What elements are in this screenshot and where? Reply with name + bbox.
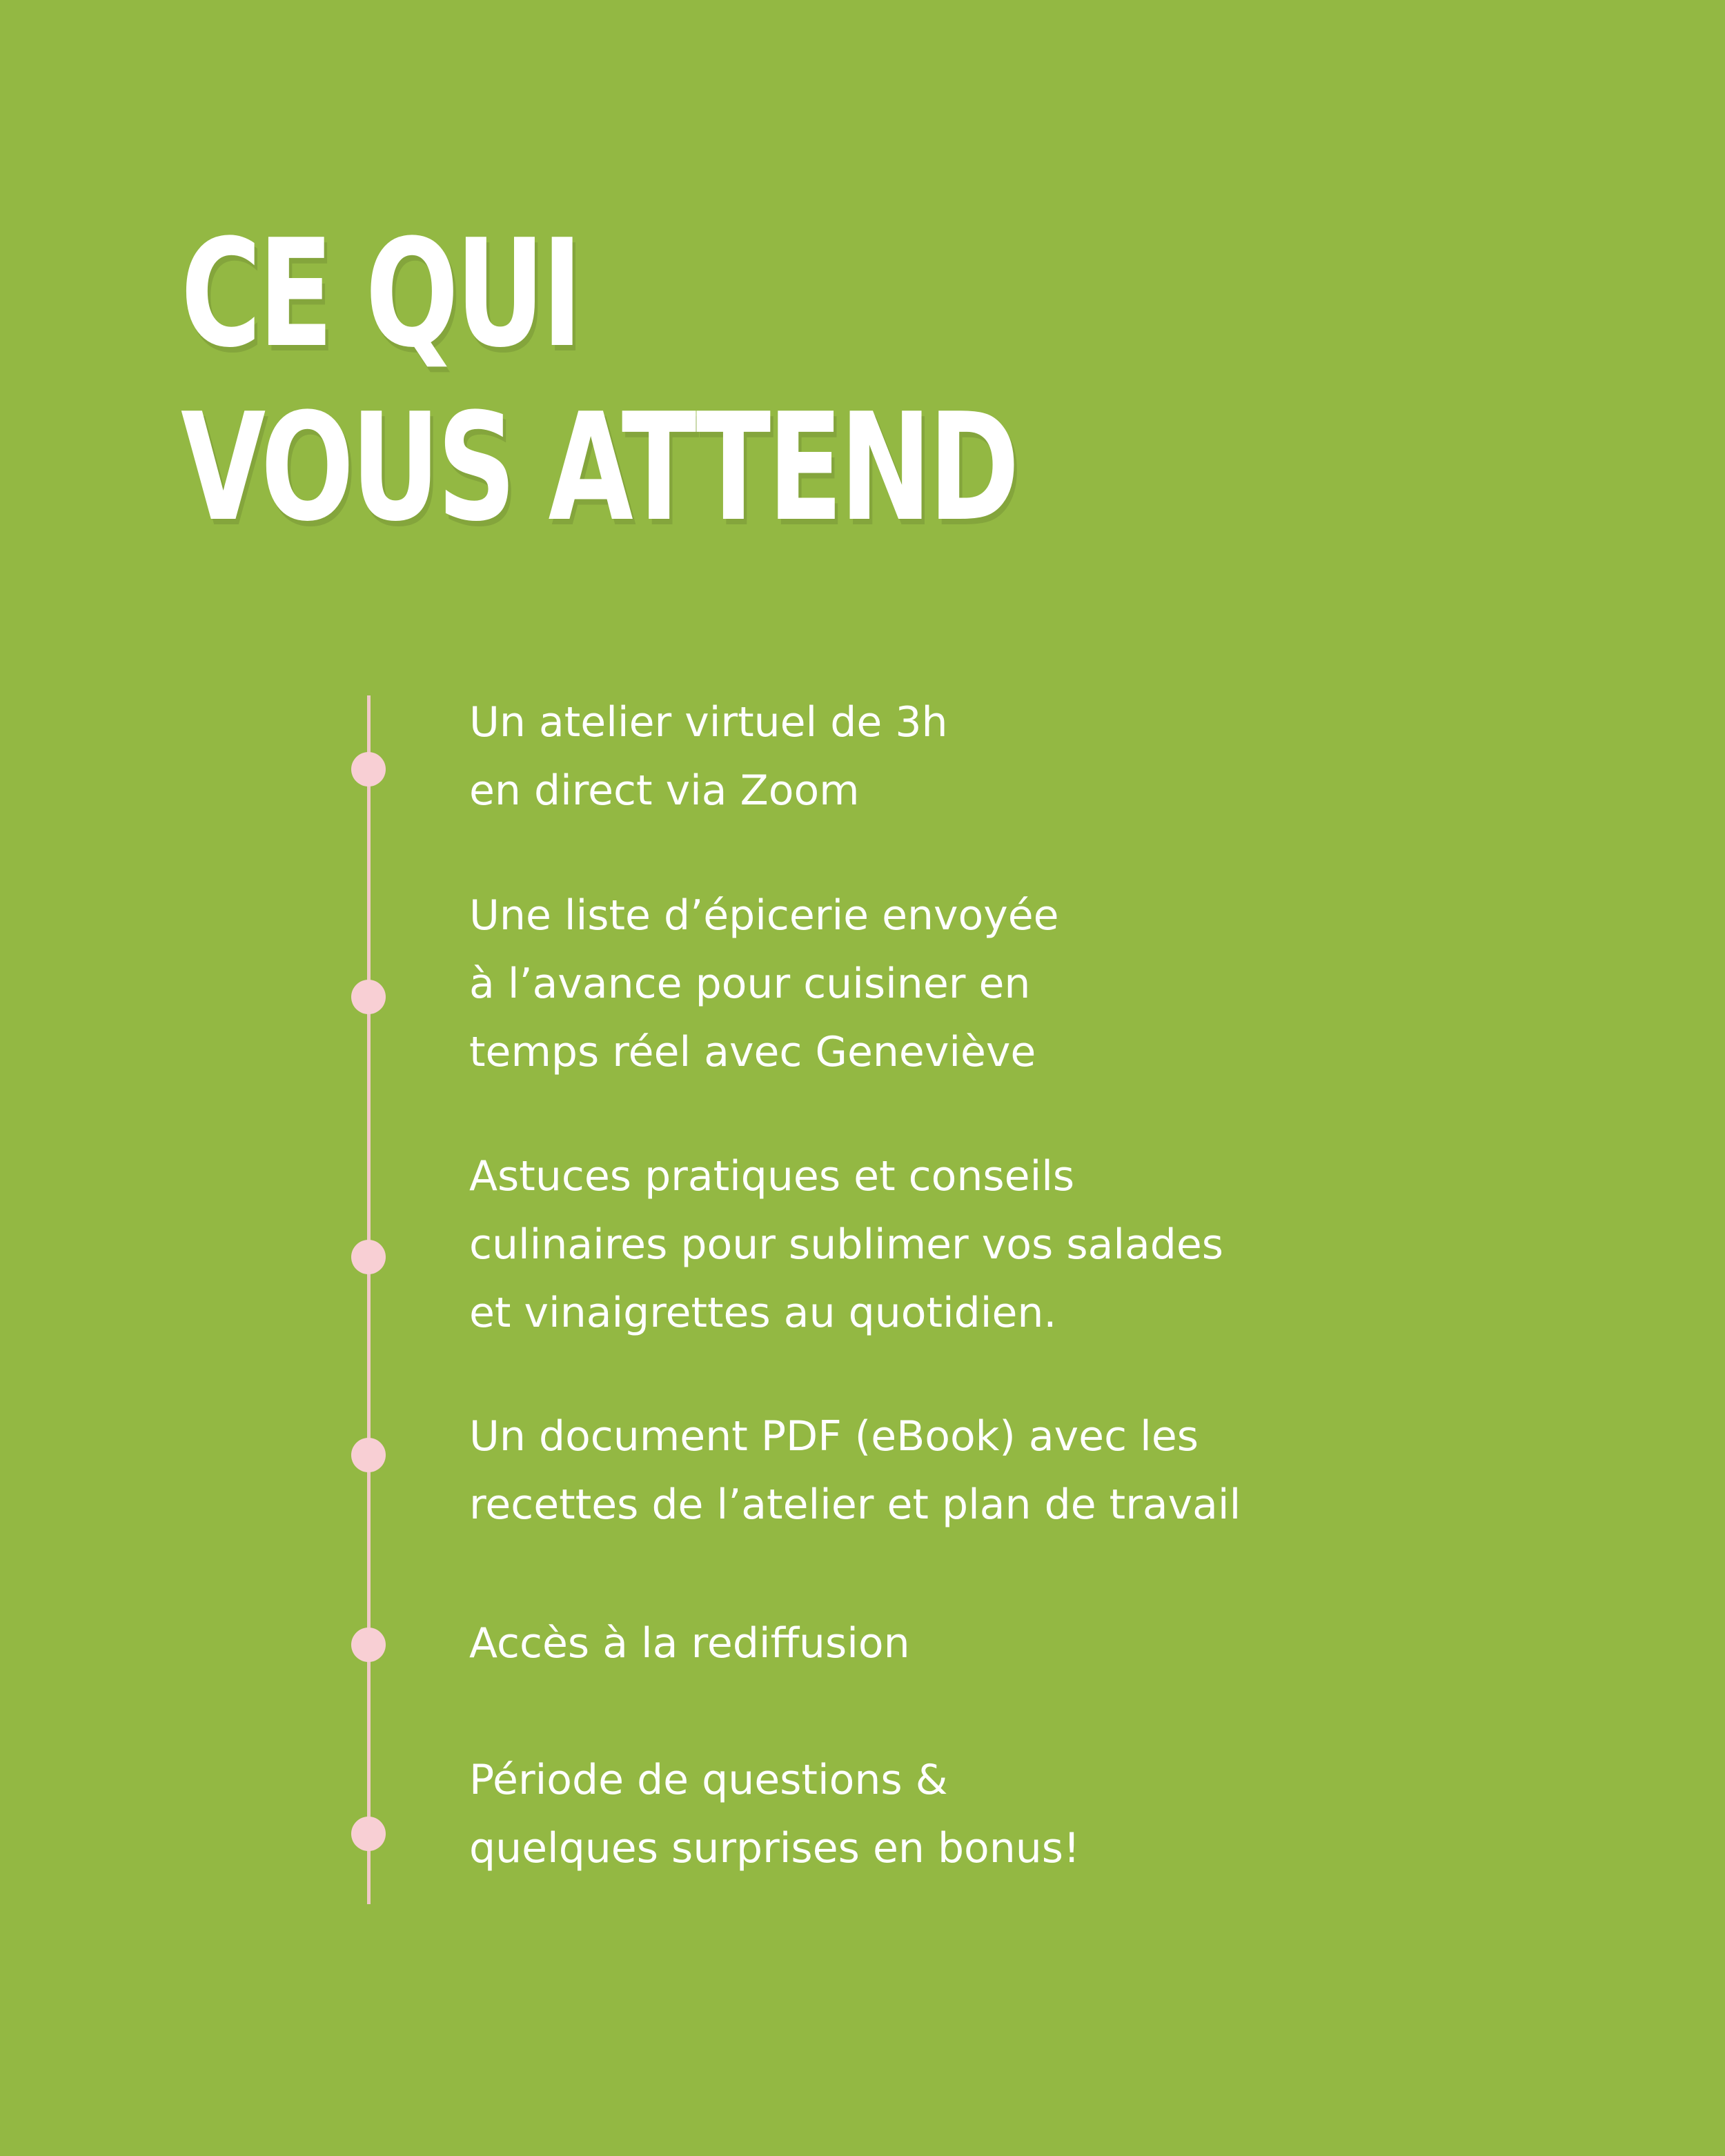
title-line-1: CE QUI	[181, 207, 580, 380]
list-item-1: Un atelier virtuel de 3h en direct via Zoom	[469, 698, 948, 815]
timeline-dot-5	[351, 1628, 386, 1662]
timeline-dot-3	[351, 1240, 386, 1274]
timeline-dot-2	[351, 980, 386, 1014]
timeline-line	[367, 695, 371, 1904]
list-item-3: Astuces pratiques et conseils culinaires pour sublimer vos salades et vinaigrettes au quotidien.	[469, 1152, 1224, 1337]
title-line-2: VOUS ATTEND	[181, 381, 1017, 554]
list-item-6: Période de questions & quelques surprises en bonus!	[469, 1756, 1081, 1872]
list-item-2: Une liste d’épicerie envoyée à l’avance pour cuisiner en temps réel avec Geneviève	[469, 891, 1059, 1076]
list-item-5: Accès à la rediffusion	[469, 1619, 910, 1668]
list-item-4: Un document PDF (eBook) avec les recettes de l’atelier et plan de travail	[469, 1412, 1241, 1529]
timeline-dot-6	[351, 1817, 386, 1851]
timeline-dot-1	[351, 752, 386, 787]
page-title	[181, 207, 1016, 555]
timeline-dot-4	[351, 1438, 386, 1472]
